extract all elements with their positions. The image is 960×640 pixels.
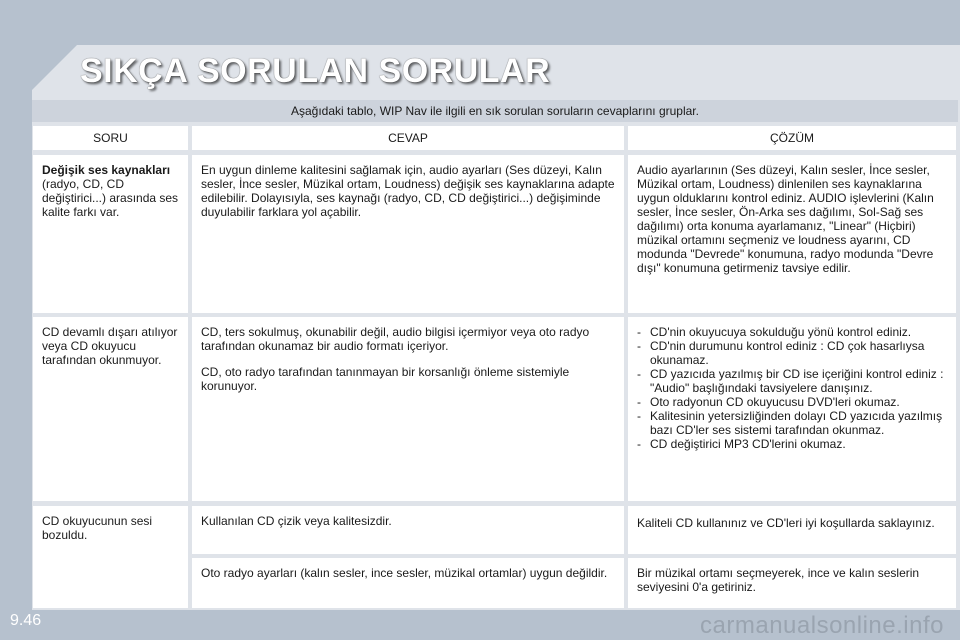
row1-question-text: (radyo, CD, CD değiştirici...) arasında ses kalite farkı var. <box>42 177 179 219</box>
list-item: - CD'nin okuyucuya sokulduğu yönü kontrol ediniz. <box>637 325 947 339</box>
row2-solution-cell <box>628 317 956 501</box>
row3a-answer-text: Kullanılan CD çizik veya kalitesizdir. <box>201 514 392 528</box>
row1-answer-text: En uygun dinleme kalitesini sağlamak için, audio ayarları (Ses düzeyi, Kalın sesler, İnce sesler, Müzikal ortam, Loudness) değişik ses kaynaklarına adapte edilebilir. Dolayısıyla, ses kaynağı (radyo, CD, CD değiştirici...) değişiminde duyulabilir farklara yol açabilir. <box>201 163 615 219</box>
row2-answer-text-1: CD, ters sokulmuş, okunabilir değil, audio bilgisi içermiyor veya oto radyo tarafından okunamaz bir audio formatı içeriyor. <box>201 325 590 353</box>
page-number: 9.46 <box>10 612 42 629</box>
page-title: SIKÇA SORULAN SORULAR <box>80 52 551 90</box>
column-header-question: SORU <box>33 126 188 150</box>
row2-answer-text-2: CD, oto radyo tarafından tanınmayan bir korsanlığı önleme sistemiyle korunuyor. <box>201 365 570 393</box>
corner-notch <box>32 45 77 90</box>
row3a-solution-cell <box>628 506 956 554</box>
list-item: - CD değiştirici MP3 CD'lerini okumaz. <box>637 437 947 451</box>
row3-question-cell <box>33 506 188 608</box>
row3b-answer-cell <box>192 558 624 608</box>
row1-question-title: Değişik ses kaynakları <box>42 163 171 177</box>
column-header-solution: ÇÖZÜM <box>628 126 956 150</box>
row3b-solution-cell <box>628 558 956 608</box>
row3a-solution-text: Kaliteli CD kullanınız ve CD'leri iyi koşullarda saklayınız. <box>637 516 935 530</box>
page-subtitle: Aşağıdaki tablo, WIP Nav ile ilgili en sık sorulan soruların cevaplarını gruplar. <box>32 100 958 122</box>
column-header-answer: CEVAP <box>192 126 624 150</box>
row1-solution-text: Audio ayarlarının (Ses düzeyi, Kalın sesler, İnce sesler, Müzikal ortam, Loudness) dinlenilen ses kaynaklarına uygun olduklarını kontrol ediniz. AUDIO işlevlerini (Kalın sesler, İnce sesler, Ön-Arka ses dağılımı, Sol-Sağ ses dağılımı) orta konuma ayarlamanız, "Linear" (Hiçbiri) müzikal ortamını seçmeniz ve loudness ayarını, CD modunda "Devrede" konumuna, radyo modunda "Devre dışı" konumuna getirmeniz tavsiye edilir. <box>637 163 934 275</box>
row3a-answer-cell <box>192 506 624 554</box>
row3b-solution-text: Bir müzikal ortamı seçmeyerek, ince ve kalın seslerin seviyesini 0'a getiriniz. <box>637 566 920 594</box>
row2-solution-list <box>637 325 947 451</box>
row2-question-cell <box>33 317 188 501</box>
list-item: - Oto radyonun CD okuyucusu DVD'leri okumaz. <box>637 395 947 409</box>
list-item: - CD yazıcıda yazılmış bir CD ise içeriğini kontrol ediniz : "Audio" başlığındaki tavsiyelere danışınız. <box>637 367 947 395</box>
watermark: carmanualsonline.info <box>700 612 944 639</box>
row3-question-text: CD okuyucunun sesi bozuldu. <box>42 514 153 542</box>
list-item: - Kalitesinin yetersizliğinden dolayı CD yazıcıda yazılmış bazı CD'ler ses sistemi tarafından okunmaz. <box>637 409 947 437</box>
row1-answer-cell <box>192 155 624 313</box>
row1-solution-cell <box>628 155 956 313</box>
row2-question-text: CD devamlı dışarı atılıyor veya CD okuyucu tarafından okunmuyor. <box>42 325 178 367</box>
list-item: - CD'nin durumunu kontrol ediniz : CD çok hasarlıysa okunamaz. <box>637 339 947 367</box>
row1-question-cell <box>33 155 188 313</box>
row2-answer-cell <box>192 317 624 501</box>
row3b-answer-text: Oto radyo ayarları (kalın sesler, ince sesler, müzikal ortamlar) uygun değildir. <box>201 566 608 580</box>
